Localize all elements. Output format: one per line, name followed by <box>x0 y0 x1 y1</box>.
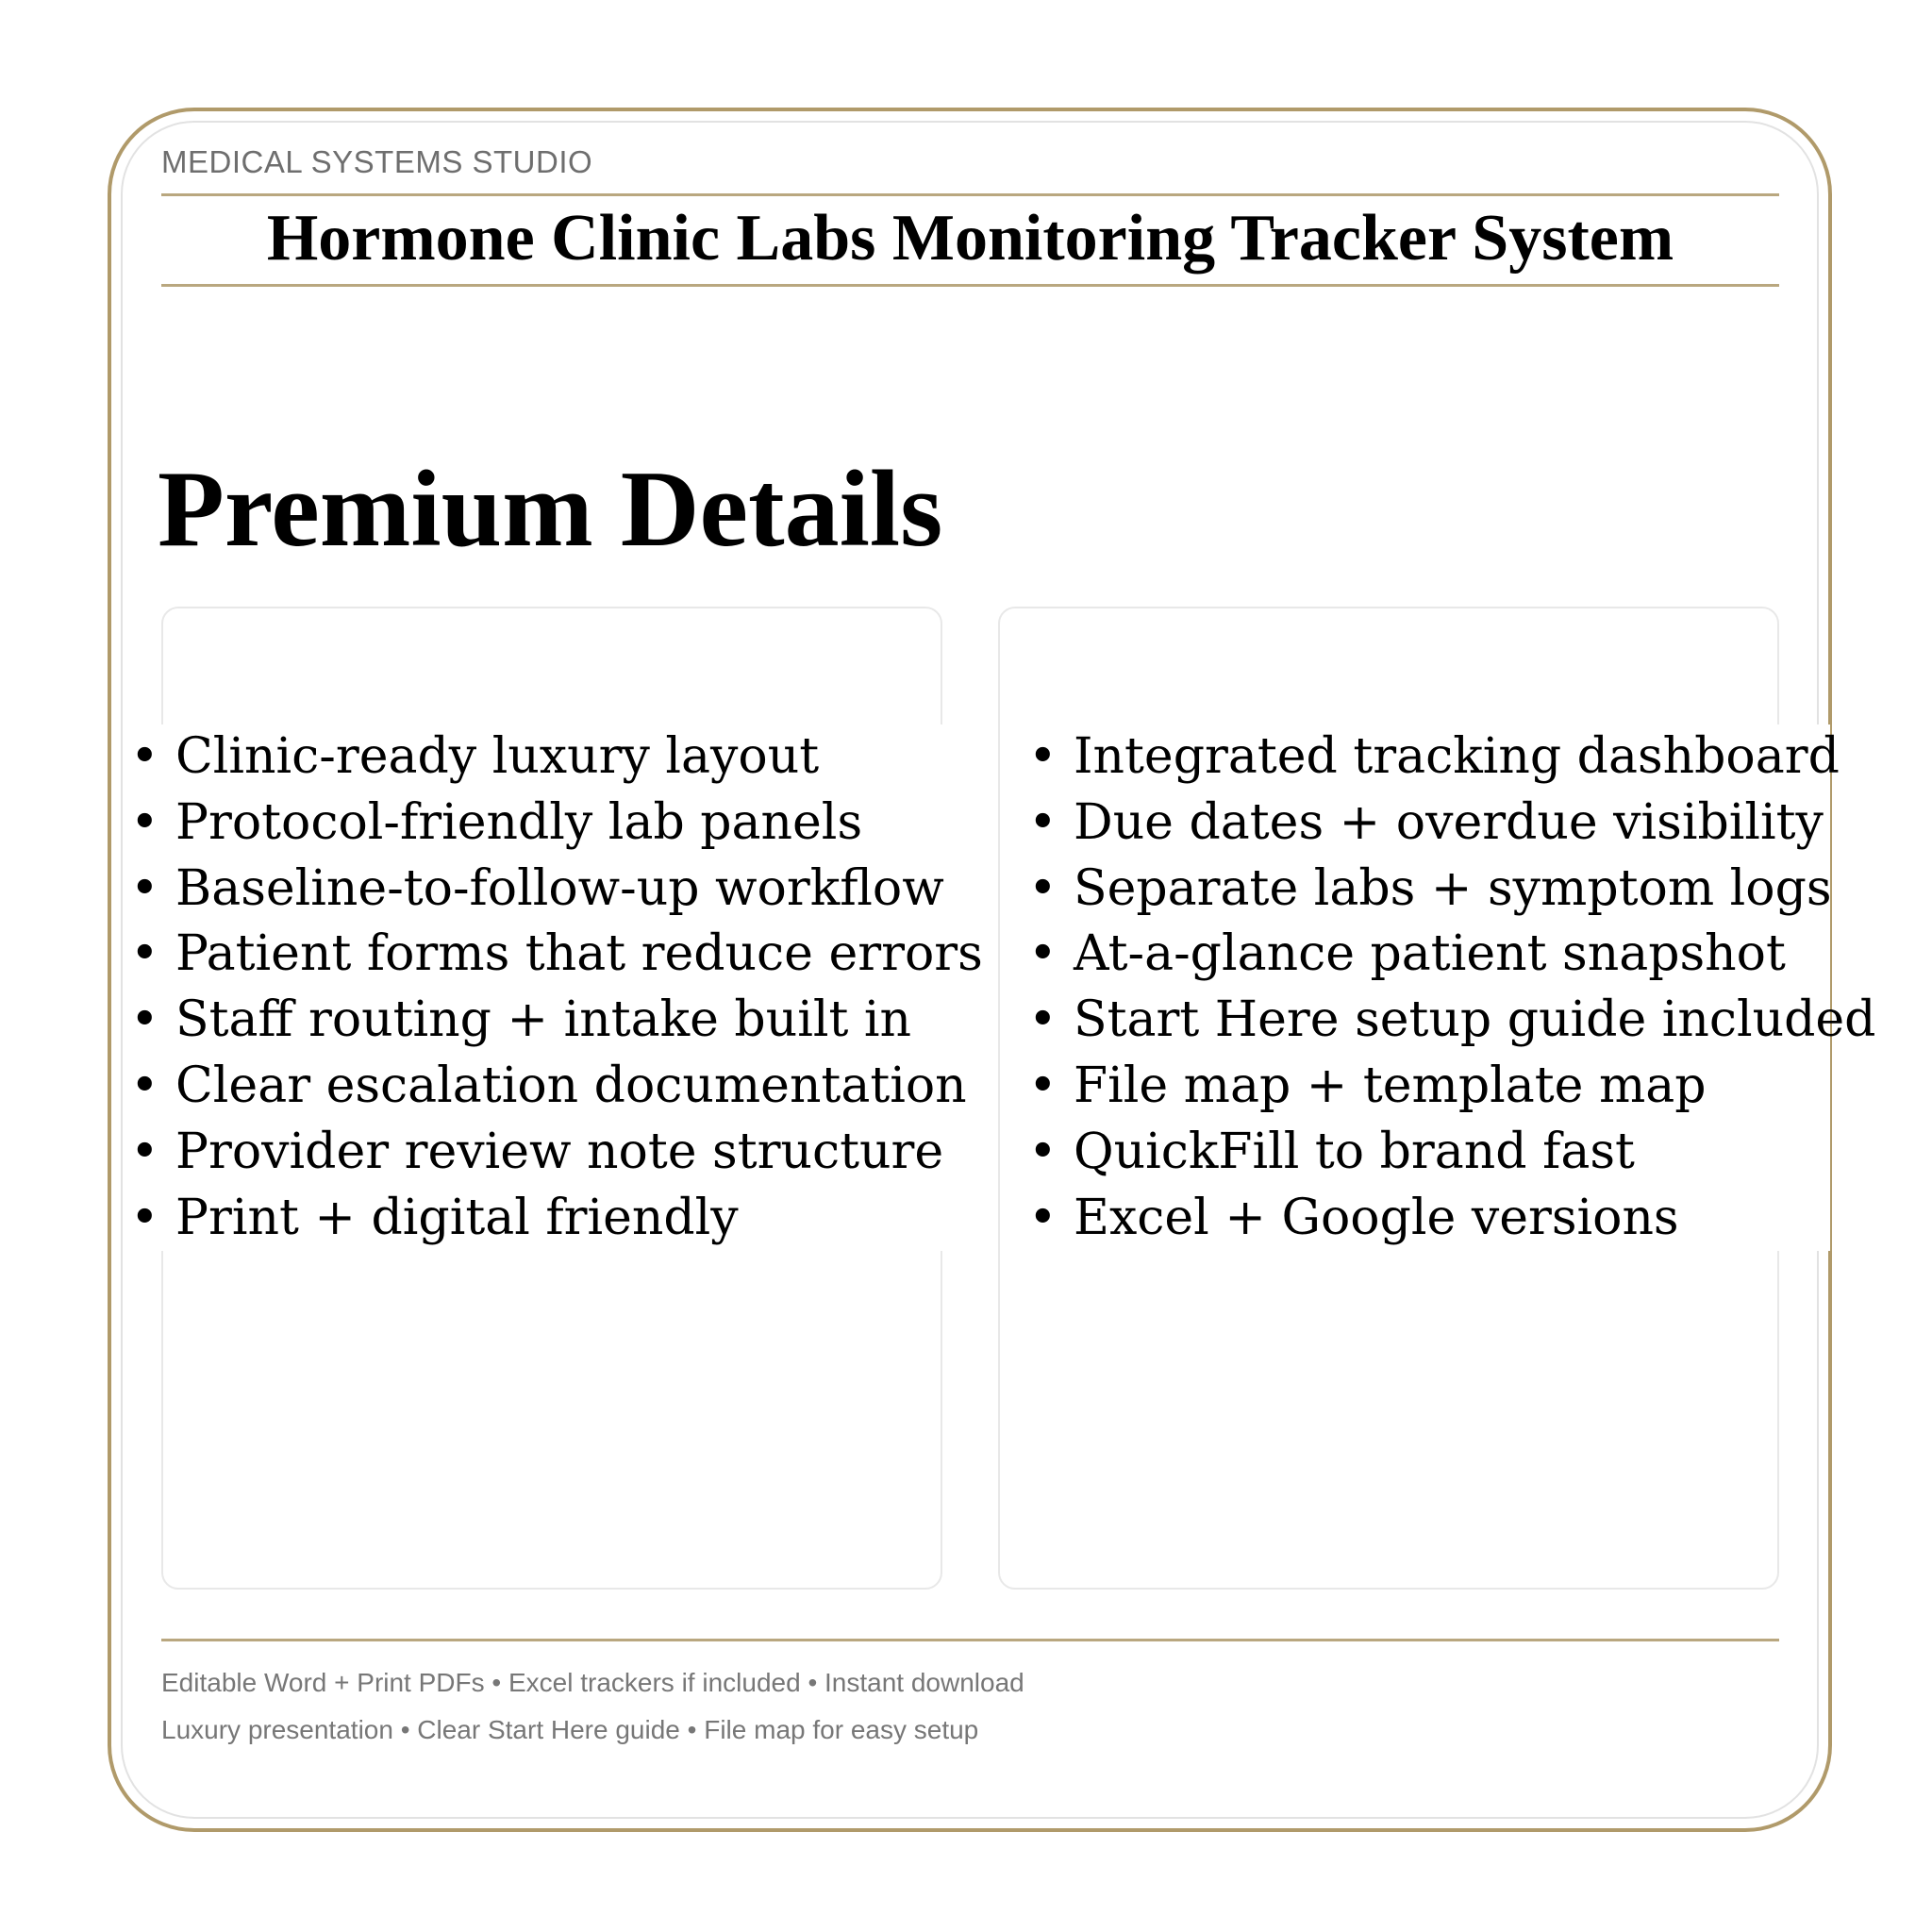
list-item-text: File map + template map <box>1074 1057 1707 1114</box>
list-item-text: Integrated tracking dashboard <box>1074 728 1840 785</box>
bullet-icon: • <box>130 1057 159 1114</box>
bullet-icon: • <box>1028 991 1058 1049</box>
bullet-icon: • <box>130 1123 159 1180</box>
header-divider-bottom <box>161 284 1779 287</box>
list-item-text: Print + digital friendly <box>175 1189 739 1246</box>
bullet-icon: • <box>1028 728 1058 785</box>
list-item <box>130 857 960 923</box>
list-item <box>130 1186 960 1252</box>
list-item <box>1028 724 1840 791</box>
bullet-icon: • <box>1028 793 1058 851</box>
list-item-text: Protocol-friendly lab panels <box>175 793 863 851</box>
list-item-text: QuickFill to brand fast <box>1074 1123 1635 1180</box>
list-item-text: Staff routing + intake built in <box>175 991 911 1049</box>
list-item <box>1028 1186 1830 1252</box>
list-item-text: Start Here setup guide included <box>1074 991 1876 1049</box>
footer-line-1: Editable Word + Print PDFs • Excel trackers if included • Instant download <box>161 1668 1024 1697</box>
right-feature-list <box>1028 724 1876 1251</box>
list-item <box>1028 791 1830 857</box>
bullet-icon: • <box>1028 925 1058 983</box>
list-item-text: Baseline-to-follow-up workflow <box>175 859 944 917</box>
list-item <box>130 922 983 988</box>
bullet-icon: • <box>1028 1189 1058 1246</box>
document-title: Hormone Clinic Labs Monitoring Tracker System <box>266 202 1674 275</box>
bullet-icon: • <box>1028 1057 1058 1114</box>
list-item-text: Separate labs + symptom logs <box>1074 859 1832 917</box>
bullet-icon: • <box>130 859 159 917</box>
list-item <box>1028 988 1876 1054</box>
list-item <box>130 1054 967 1120</box>
list-item <box>1028 1120 1830 1186</box>
list-item <box>130 724 960 791</box>
list-item <box>130 1120 960 1186</box>
list-item-text: Due dates + overdue visibility <box>1074 793 1824 851</box>
bullet-icon: • <box>130 1189 159 1246</box>
list-item-text: Clear escalation documentation <box>175 1057 967 1114</box>
list-item-text: Clinic-ready luxury layout <box>175 728 820 785</box>
left-feature-list <box>130 724 983 1251</box>
bullet-icon: • <box>130 991 159 1049</box>
list-item <box>1028 857 1830 923</box>
section-title: Premium Details <box>158 449 943 570</box>
list-item-text: Provider review note structure <box>175 1123 944 1180</box>
bullet-icon: • <box>1028 859 1058 917</box>
brand-label: MEDICAL SYSTEMS STUDIO <box>161 144 593 179</box>
bullet-icon: • <box>130 728 159 785</box>
bullet-icon: • <box>130 925 159 983</box>
list-item <box>130 988 960 1054</box>
bullet-icon: • <box>130 793 159 851</box>
list-item <box>1028 922 1830 988</box>
footer-line-2: Luxury presentation • Clear Start Here guide • File map for easy setup <box>161 1715 979 1744</box>
list-item-text: At-a-glance patient snapshot <box>1074 925 1786 983</box>
bullet-icon: • <box>1028 1123 1058 1180</box>
list-item-text: Excel + Google versions <box>1074 1189 1679 1246</box>
list-item <box>130 791 960 857</box>
list-item <box>1028 1054 1830 1120</box>
list-item-text: Patient forms that reduce errors <box>175 925 983 983</box>
footer-divider <box>161 1639 1779 1641</box>
